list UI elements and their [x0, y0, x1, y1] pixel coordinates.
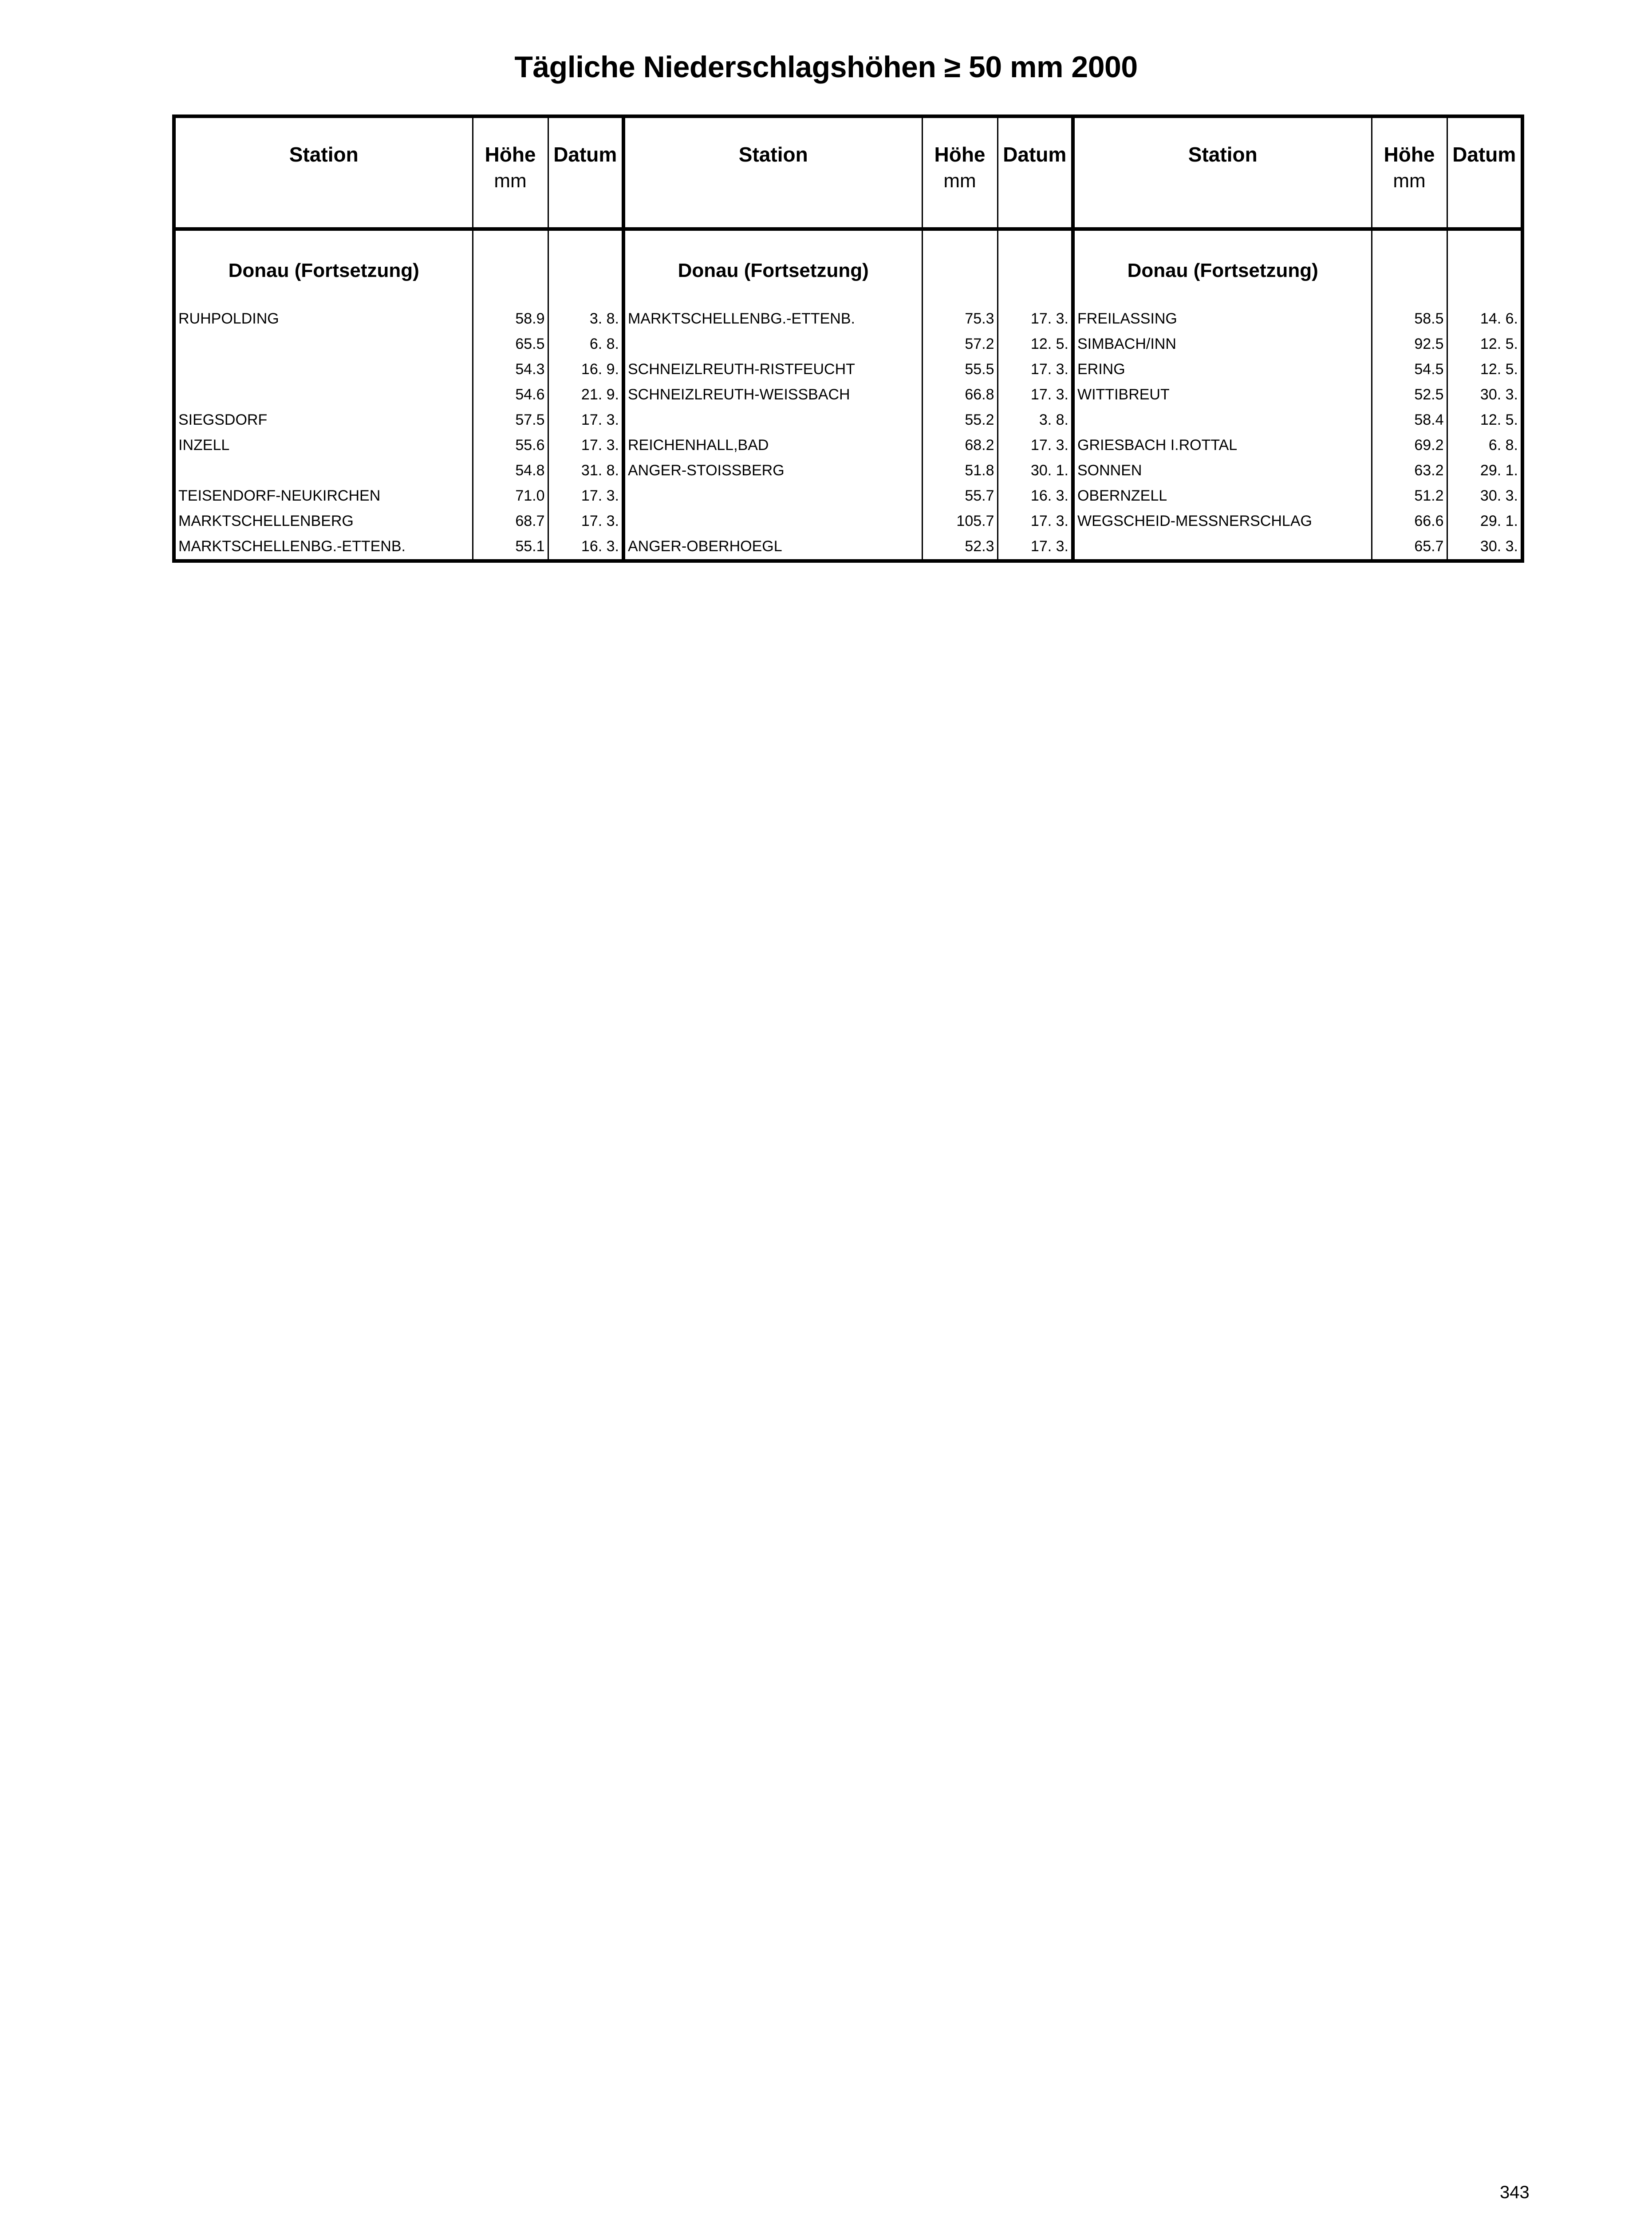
datum-cell: 16. 3. — [998, 483, 1073, 509]
datum-cell: 12. 5. — [1480, 411, 1518, 428]
empty-cell — [548, 229, 623, 306]
station-cell: ANGER-STOISSBERG — [623, 458, 922, 483]
header-datum: Datum — [998, 116, 1073, 229]
datum-cell: 17. 3. — [548, 509, 623, 534]
header-row — [174, 116, 1522, 229]
datum-cell: 3. 8. — [548, 306, 623, 332]
hoehe-cell: 55.2 — [922, 407, 998, 433]
page-number: 343 — [1500, 2183, 1530, 2202]
datum-cell: 17. 3. — [548, 433, 623, 458]
datum-cell: 21. 9. — [548, 382, 623, 407]
datum-cell: 29. 1. — [1480, 513, 1518, 529]
station-cell — [174, 382, 473, 407]
station-cell: WEGSCHEID-MESSNERSCHLAG — [1073, 509, 1372, 534]
datum-cell: 16. 9. — [548, 357, 623, 382]
table-row — [174, 306, 1522, 332]
station-cell: OBERNZELL — [1073, 483, 1372, 509]
hoehe-cell: 58.9 — [473, 306, 548, 332]
table-row — [174, 534, 1522, 561]
hoehe-cell: 57.5 — [473, 407, 548, 433]
hoehe-cell: 71.0 — [473, 483, 548, 509]
station-cell: SIEGSDORF — [174, 407, 473, 433]
datum-cell: 30. 1. — [998, 458, 1073, 483]
hoehe-cell: 105.7 — [922, 509, 998, 534]
empty-cell — [922, 229, 998, 306]
station-cell: SCHNEIZLREUTH-RISTFEUCHT — [623, 357, 922, 382]
hoehe-cell: 65.5 — [473, 332, 548, 357]
empty-cell — [1447, 229, 1522, 306]
station-cell: ERING — [1073, 357, 1372, 382]
datum-cell: 17. 3. — [998, 534, 1073, 561]
hoehe-cell: 75.3 — [922, 306, 998, 332]
table-row — [174, 509, 1522, 534]
datum-cell: 12. 5. — [1480, 361, 1518, 378]
region-row — [174, 229, 1522, 306]
datum-cell: 17. 3. — [548, 483, 623, 509]
hoehe-cell: 55.1 — [473, 534, 548, 561]
page-title: Tägliche Niederschlagshöhen ≥ 50 mm 2000 — [514, 50, 1138, 84]
table-row — [174, 357, 1522, 382]
header-hoehe: Höhe mm — [1372, 116, 1447, 229]
station-cell: RUHPOLDING — [174, 306, 473, 332]
station-cell: FREILASSING — [1073, 306, 1372, 332]
region-label: Donau (Fortsetzung) — [623, 229, 922, 306]
empty-cell — [1372, 229, 1447, 306]
datum-cell: 14. 6. — [1480, 310, 1518, 327]
datum-cell: 17. 3. — [548, 407, 623, 433]
datum-cell: 16. 3. — [548, 534, 623, 561]
table-row — [174, 458, 1522, 483]
hoehe-cell: 52.3 — [922, 534, 998, 561]
hoehe-cell: 66.8 — [922, 382, 998, 407]
datum-cell: 17. 3. — [998, 306, 1073, 332]
hoehe-cell: 68.2 — [922, 433, 998, 458]
hoehe-cell: 68.7 — [473, 509, 548, 534]
datum-cell: 12. 5. — [1480, 336, 1518, 352]
hoehe-cell: 65.7 — [1372, 534, 1447, 561]
hoehe-cell: 57.2 — [922, 332, 998, 357]
hoehe-cell: 52.5 — [1372, 382, 1447, 407]
hoehe-cell: 55.6 — [473, 433, 548, 458]
station-cell — [623, 509, 922, 534]
station-cell: MARKTSCHELLENBG.-ETTENB. — [623, 306, 922, 332]
region-label: Donau (Fortsetzung) — [174, 229, 473, 306]
station-cell — [174, 332, 473, 357]
header-hoehe: Höhe mm — [922, 116, 998, 229]
station-cell: TEISENDORF-NEUKIRCHEN — [174, 483, 473, 509]
header-station: Station — [174, 116, 473, 229]
hoehe-cell: 55.5 — [922, 357, 998, 382]
station-cell: SCHNEIZLREUTH-WEISSBACH — [623, 382, 922, 407]
precipitation-table — [172, 115, 1524, 563]
hoehe-cell: 58.5 — [1372, 306, 1447, 332]
region-label: Donau (Fortsetzung) — [1073, 229, 1372, 306]
station-cell: SONNEN — [1073, 458, 1372, 483]
datum-cell: 17. 3. — [998, 509, 1073, 534]
datum-cell: 17. 3. — [998, 357, 1073, 382]
station-cell: SIMBACH/INN — [1073, 332, 1372, 357]
datum-cell: 12. 5. — [998, 332, 1073, 357]
table-row — [174, 483, 1522, 509]
station-cell — [174, 458, 473, 483]
hoehe-cell: 51.2 — [1372, 483, 1447, 509]
hoehe-cell: 54.6 — [473, 382, 548, 407]
station-cell — [1073, 534, 1372, 561]
station-cell: ANGER-OBERHOEGL — [623, 534, 922, 561]
hoehe-cell: 51.8 — [922, 458, 998, 483]
table-row — [174, 382, 1522, 407]
station-cell: REICHENHALL,BAD — [623, 433, 922, 458]
hoehe-cell: 54.5 — [1372, 357, 1447, 382]
header-datum: Datum — [1447, 116, 1522, 229]
datum-cell: 17. 3. — [998, 433, 1073, 458]
empty-cell — [998, 229, 1073, 306]
empty-cell — [473, 229, 548, 306]
station-cell: MARKTSCHELLENBERG — [174, 509, 473, 534]
station-cell — [623, 407, 922, 433]
hoehe-cell: 63.2 — [1372, 458, 1447, 483]
datum-cell: 31. 8. — [548, 458, 623, 483]
table-row — [174, 433, 1522, 458]
hoehe-cell: 69.2 — [1372, 433, 1447, 458]
header-hoehe: Höhe mm — [473, 116, 548, 229]
datum-cell: 6. 8. — [1488, 437, 1518, 454]
hoehe-cell: 55.7 — [922, 483, 998, 509]
datum-cell: 6. 8. — [548, 332, 623, 357]
hoehe-cell: 54.3 — [473, 357, 548, 382]
station-cell — [623, 483, 922, 509]
header-station: Station — [623, 116, 922, 229]
table-row — [174, 332, 1522, 357]
hoehe-cell: 58.4 — [1372, 407, 1447, 433]
datum-cell: 17. 3. — [998, 382, 1073, 407]
datum-cell: 30. 3. — [1480, 487, 1518, 504]
station-cell — [1073, 407, 1372, 433]
hoehe-cell: 66.6 — [1372, 509, 1447, 534]
datum-cell: 3. 8. — [998, 407, 1073, 433]
datum-cell: 30. 3. — [1480, 538, 1518, 555]
station-cell: WITTIBREUT — [1073, 382, 1372, 407]
datum-cell: 30. 3. — [1480, 386, 1518, 403]
header-station: Station — [1073, 116, 1372, 229]
hoehe-cell: 54.8 — [473, 458, 548, 483]
station-cell: GRIESBACH I.ROTTAL — [1073, 433, 1372, 458]
datum-cell: 29. 1. — [1480, 462, 1518, 479]
hoehe-cell: 92.5 — [1372, 332, 1447, 357]
station-cell: INZELL — [174, 433, 473, 458]
station-cell — [623, 332, 922, 357]
header-datum: Datum — [548, 116, 623, 229]
table-row — [174, 407, 1522, 433]
station-cell — [174, 357, 473, 382]
station-cell: MARKTSCHELLENBG.-ETTENB. — [174, 534, 473, 561]
